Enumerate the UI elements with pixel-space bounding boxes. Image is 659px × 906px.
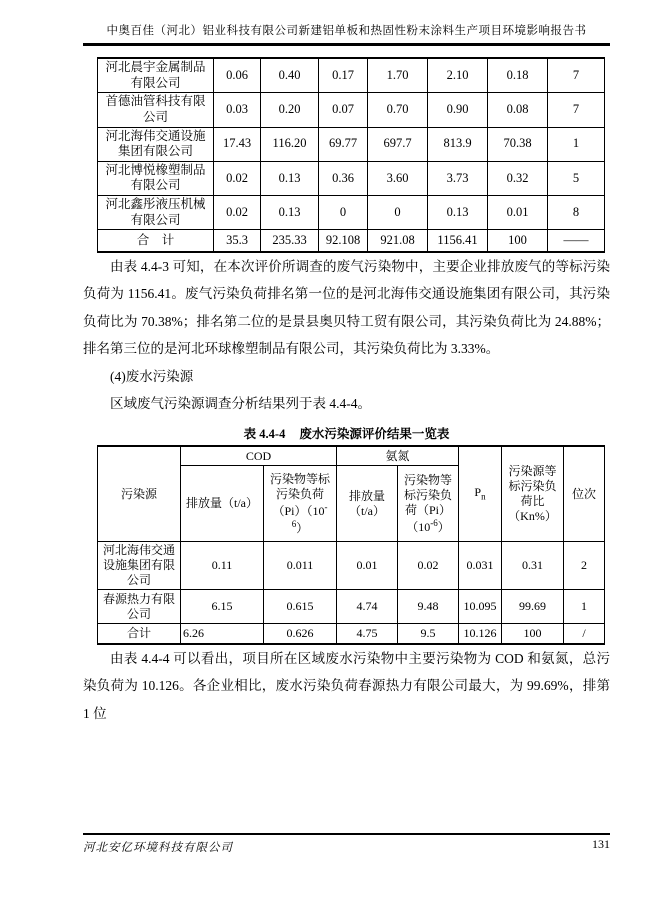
- rank-cell: /: [564, 624, 605, 644]
- value-cell: 0.02: [214, 196, 261, 230]
- value-cell: 235.33: [261, 230, 319, 252]
- total-label-cell: 合 计: [98, 230, 214, 252]
- load-text: 污染物等标污染负荷（Pi）（10: [404, 472, 453, 534]
- value-cell: 0.36: [319, 161, 368, 195]
- value-cell: 99.69: [502, 590, 564, 624]
- value-cell: 92.108: [319, 230, 368, 252]
- page-footer: [83, 833, 610, 855]
- rank-cell: 8: [548, 196, 605, 230]
- value-cell: 100: [488, 230, 548, 252]
- value-cell: 4.75: [337, 624, 398, 644]
- header-source-cell: 污染源: [98, 446, 181, 542]
- value-cell: 10.095: [459, 590, 502, 624]
- header-nh3-load-cell: [398, 466, 459, 542]
- value-cell: 116.20: [261, 127, 319, 161]
- value-cell: 4.74: [337, 590, 398, 624]
- value-cell: 0: [368, 196, 428, 230]
- load-superscript: -6: [291, 501, 328, 529]
- value-cell: 70.38: [488, 127, 548, 161]
- rank-cell: 1: [564, 590, 605, 624]
- waste-gas-source-table: [97, 57, 605, 253]
- paragraph-wastewater-analysis: 由表 4.4-4 可以看出，项目所在区域废水污染物中主要污染物为 COD 和氨氮，总污染负荷为 10.126。各企业相比，废水污染负荷春源热力有限公司最大，为 99.69%，排第 1 位: [83, 650, 610, 721]
- rank-cell: 7: [548, 93, 605, 127]
- header-cod-discharge-cell: 排放量（t/a）: [181, 466, 264, 542]
- table-caption-title: 废水污染源评价结果一览表: [299, 426, 450, 441]
- load-text: ）: [296, 520, 309, 535]
- value-cell: 697.7: [368, 127, 428, 161]
- value-cell: 9.5: [398, 624, 459, 644]
- value-cell: 0.17: [319, 58, 368, 93]
- table-total-row: [98, 230, 605, 252]
- value-cell: 10.126: [459, 624, 502, 644]
- value-cell: 3.73: [428, 161, 488, 195]
- table-row: [98, 161, 605, 195]
- rank-cell: 7: [548, 58, 605, 93]
- header-nh3-discharge-cell: 排放量（t/a）: [337, 466, 398, 542]
- value-cell: 1.70: [368, 58, 428, 93]
- value-cell: 0.07: [319, 93, 368, 127]
- value-cell: 0.031: [459, 542, 502, 590]
- company-name-cell: 河北博悦橡塑制品有限公司: [98, 161, 214, 195]
- table-row: [98, 542, 605, 590]
- company-name-cell: 河北海伟交通设施集团有限公司: [98, 127, 214, 161]
- value-cell: 35.3: [214, 230, 261, 252]
- table-header-row: [98, 446, 605, 466]
- company-name-cell: 河北海伟交通设施集团有限公司: [98, 542, 181, 590]
- table-total-row: [98, 624, 605, 644]
- value-cell: 0.40: [261, 58, 319, 93]
- value-cell: 0.626: [264, 624, 337, 644]
- load-superscript: -6: [430, 517, 438, 528]
- company-name-cell: 河北鑫彤液压机械有限公司: [98, 196, 214, 230]
- value-cell: 0.18: [488, 58, 548, 93]
- value-cell: 0.01: [488, 196, 548, 230]
- rank-cell: ——: [548, 230, 605, 252]
- value-cell: 0.13: [261, 161, 319, 195]
- value-cell: 0.02: [398, 542, 459, 590]
- rank-cell: 5: [548, 161, 605, 195]
- header-rank-cell: 位次: [564, 446, 605, 542]
- value-cell: 0.01: [337, 542, 398, 590]
- value-cell: 1156.41: [428, 230, 488, 252]
- value-cell: 0.11: [181, 542, 264, 590]
- value-cell: 0.20: [261, 93, 319, 127]
- value-cell: 0.32: [488, 161, 548, 195]
- value-cell: 0.011: [264, 542, 337, 590]
- value-cell: 813.9: [428, 127, 488, 161]
- rank-cell: 1: [548, 127, 605, 161]
- value-cell: 0.13: [261, 196, 319, 230]
- table-caption: [83, 424, 610, 443]
- total-label-cell: 合计: [98, 624, 181, 644]
- table-row: [98, 127, 605, 161]
- pn-base: P: [474, 485, 482, 500]
- paragraph-waste-gas-analysis: 由表 4.4-3 可知，在本次评价所调查的废气污染物中，主要企业排放废气的等标污染负荷为 1156.41。废气污染负荷排名第一位的是河北海伟交通设施集团有限公司，其污染负荷比为 70.38%；排名第二位的是景县奥贝特工贸有限公司，其污染负荷比为 24.88%；排名第三位的是河北环球橡塑制品有限公司，其污染负荷比为 3.33%。: [83, 258, 610, 357]
- header-pn-cell: [459, 446, 502, 542]
- value-cell: 6.15: [181, 590, 264, 624]
- header-nh3-group-cell: 氨氮: [337, 446, 459, 466]
- value-cell: 6.26: [181, 624, 264, 644]
- value-cell: 0.13: [428, 196, 488, 230]
- table-row: [98, 58, 605, 93]
- header-cod-load-cell: [264, 466, 337, 542]
- value-cell: 69.77: [319, 127, 368, 161]
- company-name-cell: 河北晨宇金属制品有限公司: [98, 58, 214, 93]
- value-cell: 100: [502, 624, 564, 644]
- value-cell: 2.10: [428, 58, 488, 93]
- value-cell: 0.90: [428, 93, 488, 127]
- value-cell: 17.43: [214, 127, 261, 161]
- value-cell: 0.02: [214, 161, 261, 195]
- table-row: [98, 590, 605, 624]
- value-cell: 921.08: [368, 230, 428, 252]
- table-row: [98, 196, 605, 230]
- value-cell: 0.70: [368, 93, 428, 127]
- pn-subscript: n: [481, 491, 486, 502]
- table-row: [98, 93, 605, 127]
- value-cell: 3.60: [368, 161, 428, 195]
- wastewater-source-table: [97, 445, 605, 645]
- value-cell: 0.06: [214, 58, 261, 93]
- value-cell: 0: [319, 196, 368, 230]
- load-text: 污染物等标污染负荷（Pi）（10: [269, 471, 330, 518]
- page-header-title: 中奥百佳（河北）铝业科技有限公司新建铝单板和热固性粉末涂料生产项目环境影响报告书: [83, 0, 610, 46]
- load-text: ）: [437, 519, 450, 534]
- value-cell: 0.08: [488, 93, 548, 127]
- value-cell: 0.615: [264, 590, 337, 624]
- value-cell: 0.03: [214, 93, 261, 127]
- footer-company-name: 河北安亿环境科技有限公司: [83, 842, 233, 854]
- page-content: [83, 0, 610, 727]
- section-heading-wastewater: (4)废水污染源: [110, 368, 194, 384]
- footer-page-number: 131: [592, 837, 610, 851]
- value-cell: 9.48: [398, 590, 459, 624]
- header-cod-group-cell: COD: [181, 446, 337, 466]
- table-caption-label: 表 4.4-4: [243, 426, 286, 441]
- value-cell: 0.31: [502, 542, 564, 590]
- company-name-cell: 首德油管科技有限公司: [98, 93, 214, 127]
- company-name-cell: 春源热力有限公司: [98, 590, 181, 624]
- header-kn-cell: 污染源等标污染负荷比（Kn%）: [502, 446, 564, 542]
- rank-cell: 2: [564, 542, 605, 590]
- paragraph-table-reference: 区域废气污染源调查分析结果列于表 4.4-4。: [110, 396, 371, 412]
